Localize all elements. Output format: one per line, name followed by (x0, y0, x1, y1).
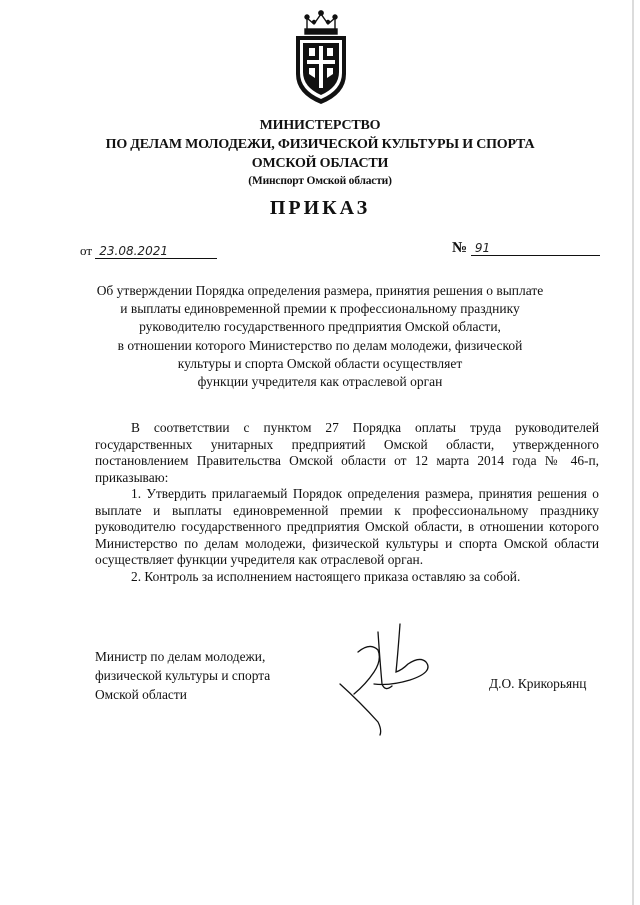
coat-of-arms-icon (290, 8, 352, 108)
ministry-name-line: ПО ДЕЛАМ МОЛОДЕЖИ, ФИЗИЧЕСКОЙ КУЛЬТУРЫ И СПОРТА (105, 137, 535, 152)
body-paragraph: В соответствии с пунктом 27 Порядка оплаты труда руководителей государственных унитарных предприятий Омской области, утвержденного постановлением Правительства Омской области от 12 марта 2014 года № 46-п, приказываю: (95, 420, 599, 485)
title-line: Об утверждении Порядка определения размера, принятия решения о выплате (96, 283, 544, 298)
title-line: в отношении которого Министерство по делам молодежи, физической (117, 337, 523, 353)
title-line: культуры и спорта Омской области осуществляет (177, 355, 463, 371)
ministry-name-line: ОМСКОЙ ОБЛАСТИ (251, 156, 389, 171)
date-field (80, 243, 230, 259)
number-label: № (452, 240, 468, 256)
body-paragraph: 1. Утвердить прилагаемый Порядок определения размера, принятия решения о выплате и выплаты единовременной премии к профессиональному празднику руководителю государственного предприятия Омской области, в отношении которого Министерство по делам молодежи, физической культуры и спорта Омской области осуществляет функции учредителя как отраслевой орган. (95, 486, 599, 567)
signatory-position (95, 647, 270, 704)
document-type: ПРИКАЗ (269, 197, 371, 219)
document-body (95, 420, 599, 585)
ministry-abbreviation: (Минспорт Омской области) (248, 175, 392, 187)
number-value: 91 (471, 241, 600, 256)
ministry-name-line: МИНИСТЕРСТВО (259, 118, 381, 133)
handwritten-signature (330, 622, 440, 737)
position-line: Омской области (95, 687, 187, 702)
ministry-header (0, 116, 640, 189)
signatory-name: Д.О. Крикорьянц (489, 676, 587, 691)
date-label: от (80, 243, 93, 258)
position-line: физической культуры и спорта (95, 668, 271, 683)
title-line: функции учредителя как отраслевой орган (197, 374, 443, 390)
body-paragraph: 2. Контроль за исполнением настоящего приказа оставляю за собой. (131, 568, 521, 584)
document-title (60, 282, 580, 391)
title-line: и выплаты единовременной премии к профессиональному празднику (120, 301, 520, 317)
number-field (452, 240, 602, 257)
date-value: 23.08.2021 (95, 244, 217, 259)
title-line: руководителю государственного предприятия Омской области, (139, 319, 501, 335)
position-line: Министр по делам молодежи, (95, 649, 266, 664)
